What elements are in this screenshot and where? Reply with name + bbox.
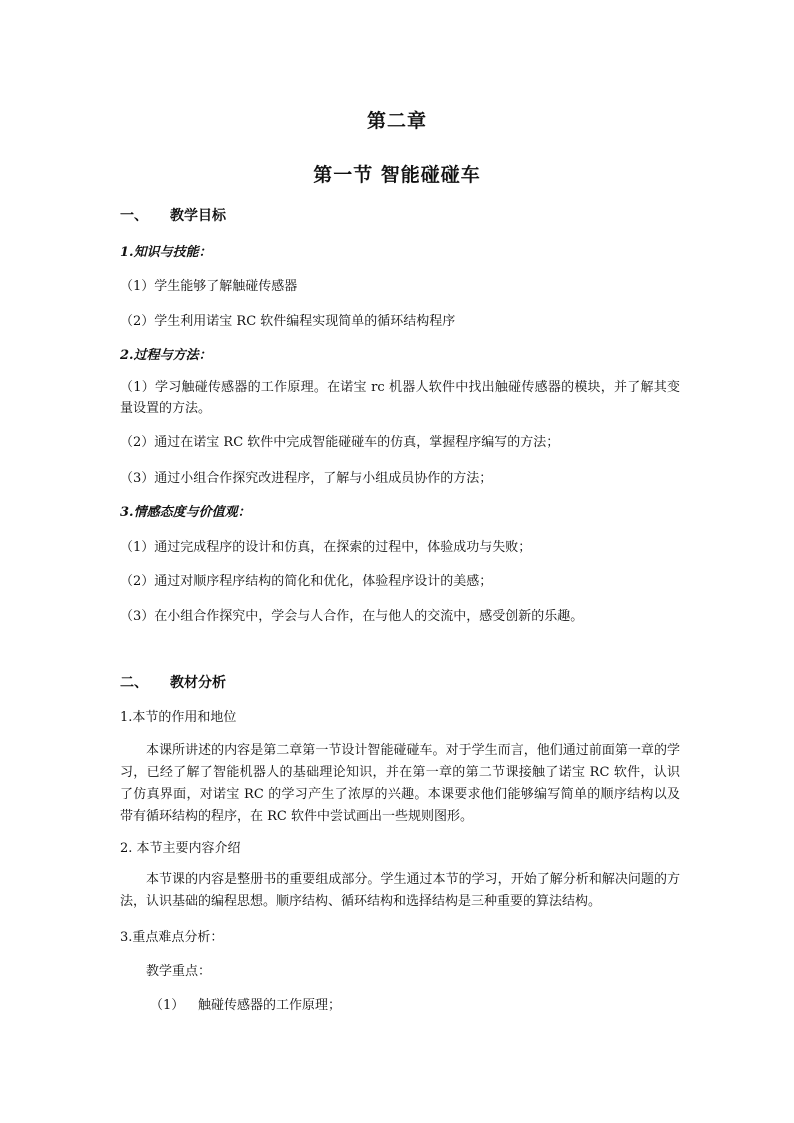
part1-number: 一、 — [120, 208, 148, 224]
part2-sub3-heading: 3.重点难点分析： — [120, 930, 224, 945]
part1-sub2-heading: 2.过程与方法： — [120, 348, 212, 363]
part2-sub2-paragraph: 本节课的内容是整册书的重要组成部分。学生通过本节的学习，开始了解分析和解决问题的方法，认识基础的编程思想。顺序结构、循环结构和选择结构是三种重要的算法结构。 — [120, 872, 680, 909]
key-point-item — [150, 995, 710, 1016]
key-point-text: 触碰传感器的工作原理； — [198, 998, 342, 1013]
part1-sub3-item: （3）在小组合作探究中，学会与人合作，在与他人的交流中，感受创新的乐趣。 — [120, 609, 584, 624]
part1-sub2-item: （3）通过小组合作探究改进程序，了解与小组成员协作的方法； — [120, 471, 493, 486]
part2-title: 教材分析 — [170, 675, 226, 691]
part1-sub1-item: （1）学生能够了解触碰传感器 — [120, 279, 298, 294]
part2-sub1-heading: 1.本节的作用和地位 — [120, 710, 237, 725]
part2-heading — [120, 673, 680, 694]
key-point-number: （1） — [150, 998, 185, 1013]
part1-sub3-item: （1）通过完成程序的设计和仿真，在探索的过程中，体验成功与失败； — [120, 540, 532, 555]
part1-sub1-heading: 1.知识与技能： — [120, 245, 212, 260]
part1-heading — [120, 206, 680, 227]
part1-sub3-heading: 3.情感态度与价值观： — [120, 505, 251, 520]
part2-number: 二、 — [120, 675, 148, 691]
chapter-title: 第二章 — [366, 110, 427, 132]
part1-sub2-item: （1）学习触碰传感器的工作原理。在诺宝 rc 机器人软件中找出触碰传感器的模块，并了解其变量设置的方法。 — [120, 380, 680, 416]
part1-sub1-item: （2）学生利用诺宝 RC 软件编程实现简单的循环结构程序 — [120, 314, 456, 329]
part1-title: 教学目标 — [170, 208, 226, 224]
part2-sub2-heading: 2. 本节主要内容介绍 — [120, 841, 241, 856]
part1-sub2-item: （2）通过在诺宝 RC 软件中完成智能碰碰车的仿真，掌握程序编写的方法； — [120, 435, 560, 450]
part1-sub3-item: （2）通过对顺序程序结构的简化和优化，体验程序设计的美感； — [120, 574, 493, 589]
section-title: 第一节 智能碰碰车 — [313, 164, 481, 186]
key-points-label: 教学重点： — [146, 964, 212, 979]
part2-sub1-paragraph: 本课所讲述的内容是第二章第一节设计智能碰碰车。对于学生而言，他们通过前面第一章的学习，已经了解了智能机器人的基础理论知识，并在第一章的第二节课接触了诺宝 RC 软件，认识了仿真界面，对诺宝 RC 的学习产生了浓厚的兴趣。本课要求他们能够编写简单的顺序结构以及带有循环结构的程序，在 RC 软件中尝试画出一些规则图形。 — [120, 743, 680, 824]
